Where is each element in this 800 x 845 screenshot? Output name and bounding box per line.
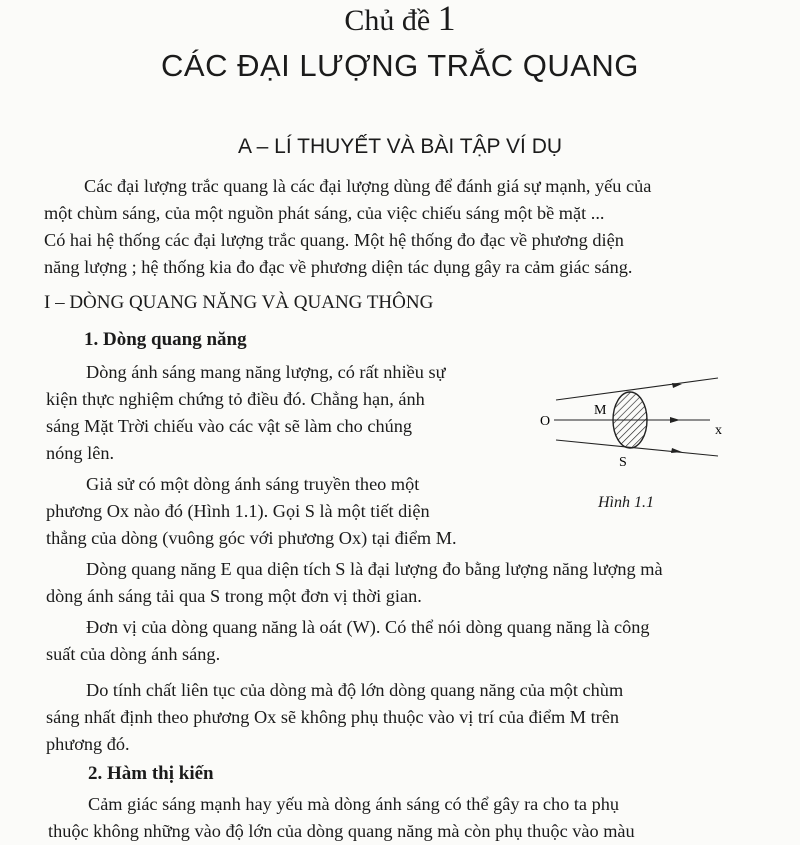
paragraph-line: Đơn vị của dòng quang năng là oát (W). Có thể nói dòng quang năng là công [86,617,650,637]
label-m: M [594,403,607,418]
subsection-2-title: 2. Hàm thị kiến [88,763,214,784]
paragraph-line: phương Ox nào đó (Hình 1.1). Gọi S là một tiết diện [46,501,430,521]
label-s: S [619,455,627,470]
paragraph-line: sáng Mặt Trời chiếu vào các vật sẽ làm cho chúng [46,416,413,436]
figure-caption: Hình 1.1 [598,494,654,511]
paragraph-line: Các đại lượng trắc quang là các đại lượng dùng để đánh giá sự mạnh, yếu của [84,176,652,196]
paragraph-6 [48,791,760,845]
arrowhead-icon [670,417,680,423]
paragraph-line: thuộc không những vào độ lớn của dòng quang năng mà còn phụ thuộc vào màu [48,821,635,841]
paragraph-line: sáng nhất định theo phương Ox sẽ không phụ thuộc vào vị trí của điểm M trên [46,707,619,727]
paragraph-line: Giả sử có một dòng ánh sáng truyền theo một [86,474,420,494]
chapter-heading [0,0,800,39]
label-x: x [715,423,722,438]
paragraph-line: Có hai hệ thống các đại lượng trắc quang. Một hệ thống đo đạc về phương diện [44,230,624,250]
paragraph-5 [46,677,758,758]
intro-paragraph [44,173,756,281]
figure-light-beam [530,372,730,472]
paragraph-line: Do tính chất liên tục của dòng mà độ lớn dòng quang năng của một chùm [86,680,624,700]
cross-section-s [613,392,647,448]
paragraph-line: Dòng quang năng E qua diện tích S là đại lượng đo bằng lượng năng lượng mà [86,559,663,579]
paragraph-line: năng lượng ; hệ thống kia đo đạc về phương diện tác dụng gây ra cảm giác sáng. [44,257,633,277]
chapter-number: 1 [437,0,456,38]
label-o: O [540,414,551,429]
paragraph-line: suất của dòng ánh sáng. [46,644,221,664]
paragraph-2 [46,471,516,552]
paragraph-4 [46,614,758,668]
section-a-title: A – LÍ THUYẾT VÀ BÀI TẬP VÍ DỤ [237,135,563,158]
paragraph-line: phương đó. [46,734,130,754]
paragraph-line: thẳng của dòng (vuông góc với phương Ox) tại điểm M. [46,528,457,548]
paragraph-line: một chùm sáng, của một nguồn phát sáng, của việc chiếu sáng một bề mặt ... [44,203,605,223]
paragraph-line: dòng ánh sáng tải qua S trong một đơn vị thời gian. [46,586,422,606]
subsection-1-title: 1. Dòng quang năng [84,329,247,350]
paragraph-line: nóng lên. [46,443,115,463]
paragraph-line: Dòng ánh sáng mang năng lượng, có rất nhiều sự [86,362,446,382]
paragraph-line: kiện thực nghiệm chứng tỏ điều đó. Chẳng hạn, ánh [46,389,425,409]
paragraph-1 [46,359,516,467]
chapter-label: Chủ đề [344,4,431,37]
section-1-title: I – DÒNG QUANG NĂNG VÀ QUANG THÔNG [44,292,434,313]
arrowhead-icon [672,383,682,388]
paragraph-3 [46,556,758,610]
page-title: CÁC ĐẠI LƯỢNG TRẮC QUANG [161,48,639,83]
paragraph-line: Cảm giác sáng mạnh hay yếu mà dòng ánh sáng có thể gây ra cho ta phụ [88,794,620,814]
